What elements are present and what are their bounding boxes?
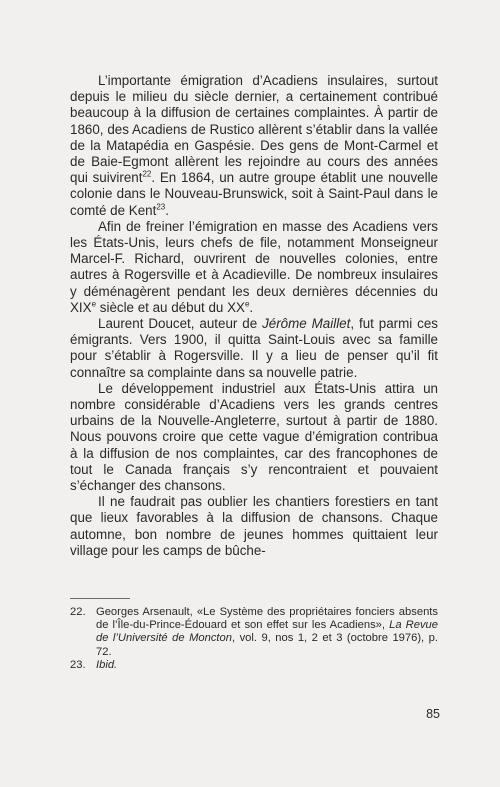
paragraph-3-text-a: Laurent Doucet, auteur de (98, 316, 263, 332)
ibid-text: Ibid. (96, 658, 118, 671)
page-number: 85 (426, 707, 440, 721)
paragraph-4 (70, 381, 438, 494)
paragraph-5 (70, 494, 438, 559)
paragraph-1 (70, 73, 438, 219)
footnote-ref-22: 22 (142, 169, 152, 179)
song-title: Jérôme Maillet (262, 316, 351, 332)
superscript-e: e (91, 299, 97, 309)
paragraph-1-text-a: L’importante émigration d’Acadiens insulaires, surtout depuis le milieu du siècle dernier, a certainement contribué beaucoup à la diffusion de certaines complaintes. À partir de 1860, des Acadiens de Rustico allèrent s’établir dans la vallée de la Matapédia en Gaspésie. Des gens de Mont-Carmel et de Baie-Egmont allèrent les rejoindre au cours des années qui suivirent (70, 73, 438, 186)
footnote-22 (70, 606, 438, 659)
paragraph-2-text-c: . (249, 299, 254, 315)
paragraph-5-text: Il ne faudrait pas oublier les chantiers forestiers en tant que lieux favorables à la diffusion de chansons. Chaque automne, bon nombre de jeunes hommes quittaient leur village pour les camps de bûche- (70, 494, 438, 558)
footnotes (70, 606, 438, 672)
body-text (70, 73, 438, 559)
superscript-e: e (244, 299, 250, 309)
footnote-text-b: , vol. 9, nos 1, 2 et 3 (octobre 1976), p. 72. (96, 632, 438, 658)
journal-title: La Revue de l’Université de Moncton (96, 619, 438, 645)
footnote-number: 23. (70, 658, 86, 671)
paragraph-3-text-b: , fut parmi ces émigrants. Vers 1900, il quitta Saint-Louis avec sa famille pour s’établir à Rogersville. Il y a lieu de penser qu’il fit connaître sa complainte dans sa nouvelle patrie. (70, 316, 439, 380)
paragraph-2 (70, 219, 438, 316)
footnote-text (96, 659, 438, 672)
paragraph-1-text-b: . En 1864, un autre groupe établit une nouvelle colonie dans le Nouveau-Brunswick, soit à Saint-Paul dans le comté de Kent (70, 170, 438, 218)
footnote-23 (70, 659, 438, 672)
footnote-text (96, 606, 438, 659)
paragraph-2-text-a: Afin de freiner l’émigration en masse des Acadiens vers les États-Unis, leurs chefs de file, notamment Monseigneur Marcel-F. Richard, ouvrirent de nouvelles colonies, entre autres à Rogersville et à Acadieville. De nombreux insulaires y déménagèrent pendant les deux dernières décennies du XIX (70, 218, 438, 315)
footnote-ref-23: 23 (156, 202, 166, 212)
paragraph-3 (70, 316, 438, 381)
footnote-text-a: Georges Arsenault, «Le Système des propriétaires fonciers absents de l’Île-du-Prince-Édouard et son effet sur les Acadiens», (96, 606, 438, 632)
footnote-divider (70, 598, 130, 599)
paragraph-4-text: Le développement industriel aux États-Unis attira un nombre considérable d’Acadiens vers les grands centres urbains de la Nouvelle-Angleterre, surtout à partir de 1880. Nous pouvons croire que cette vague d’émigration contribua à la diffusion de nos complaintes, car des francophones de tout le Canada français s’y rencontraient et pouvaient s’échanger des chansons. (70, 380, 438, 494)
paragraph-2-text-b: siècle et au début du XX (96, 299, 245, 315)
paragraph-1-text-c: . (165, 202, 169, 218)
footnote-number: 22. (70, 606, 86, 618)
